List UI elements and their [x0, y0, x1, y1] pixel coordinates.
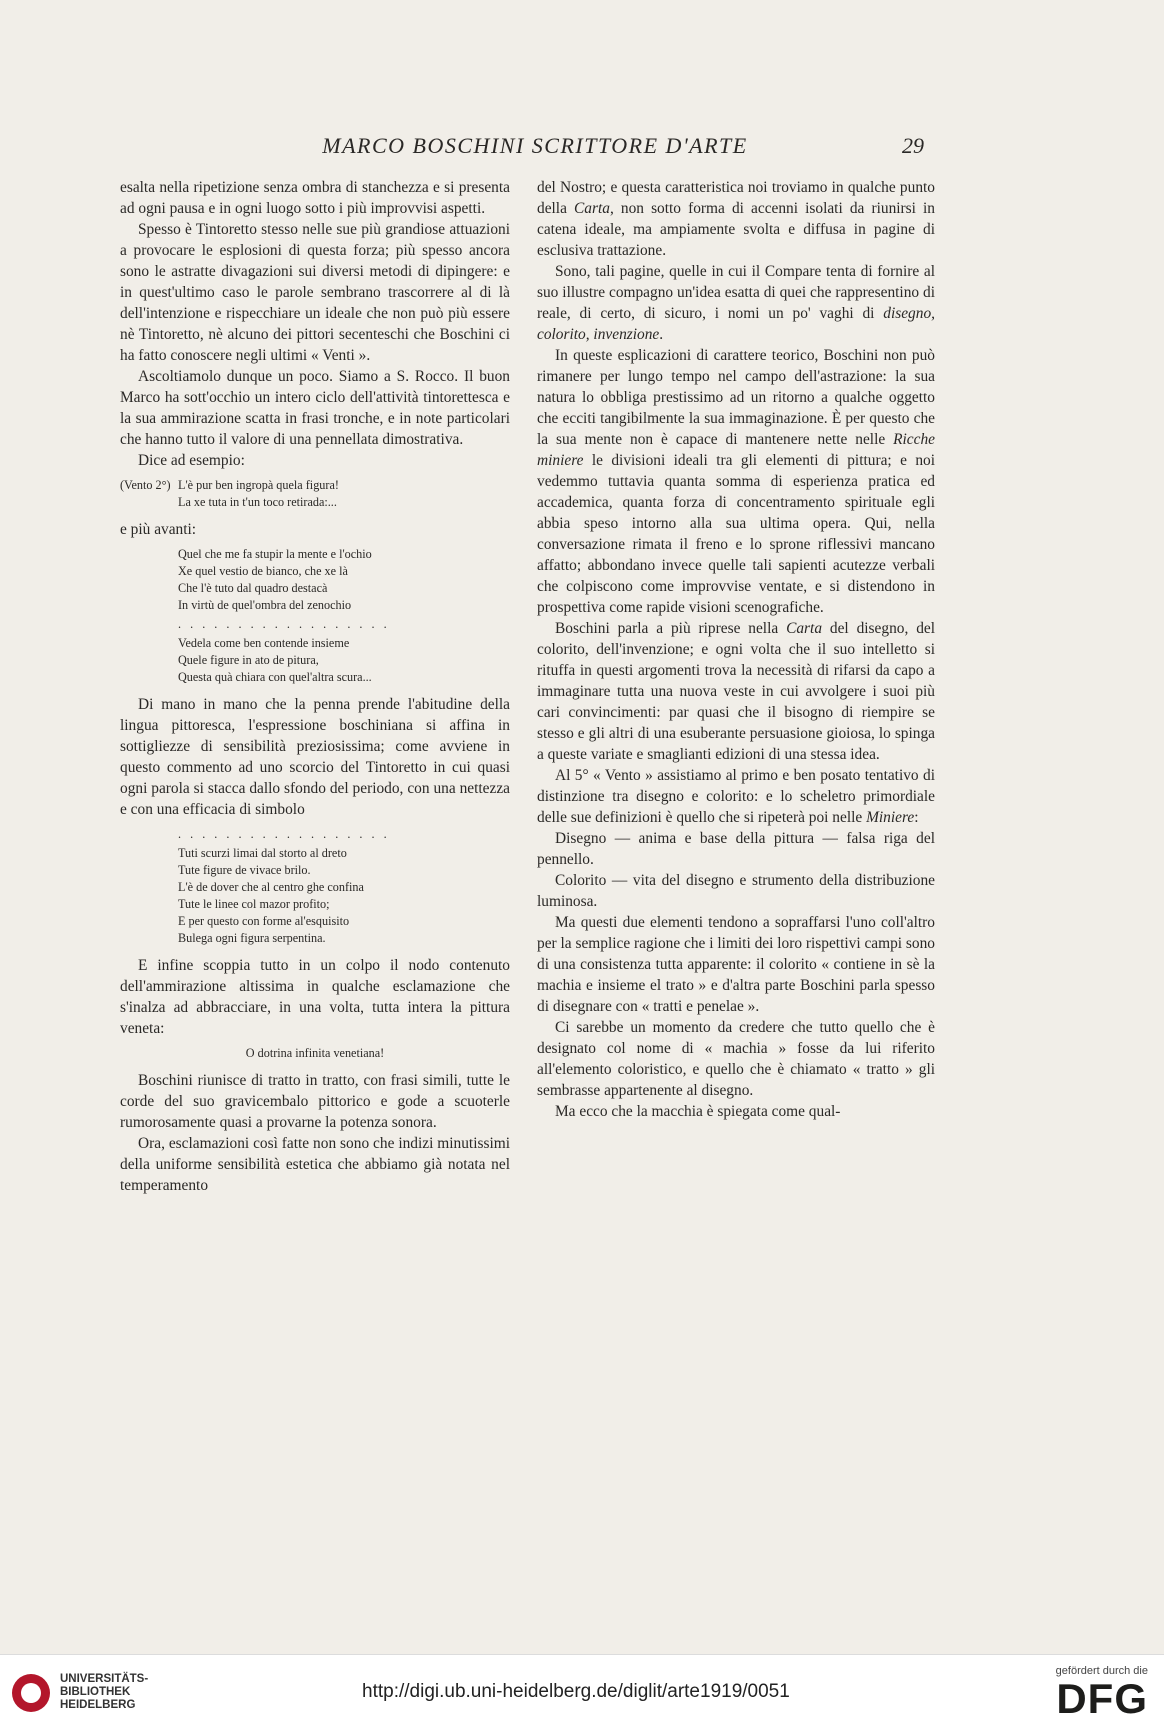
text-run: del Nostro; e questa caratteristica noi troviamo in qualche punto della [537, 179, 935, 217]
verse-quote [120, 826, 510, 947]
paragraph: Dice ad esempio: [138, 452, 245, 469]
paragraph [537, 618, 935, 765]
right-column [537, 177, 935, 1122]
left-column [120, 177, 510, 1196]
verse-line: Quele figure in ato de pitura, [178, 653, 319, 667]
verse-line: Xe quel vestio de bianco, che xe là [178, 564, 348, 578]
verse-line: Tuti scurzi limai dal storto al dreto [178, 846, 347, 860]
text-run: Sono, tali pagine, quelle in cui il Compare tenta di fornire al suo illustre compagno un'idea esatta di quei che rappresentino di reale, di certo, di sicuro, i nomi un po' vaghi di [537, 263, 935, 322]
paragraph: Colorito — vita del disegno e strumento della distribuzione luminosa. [537, 872, 935, 910]
text-run: , non sotto forma di accenni isolati da riunirsi in catena ideale, ma ampiamente svolta e diffusa in pagine di esclusiva trattazione. [537, 200, 935, 259]
text-run: In queste esplicazioni di carattere teorico, Boschini non può rimanere per lungo tempo nel campo dell'astrazione: la sua natura lo obbliga prestissimo ad un ritorno a qualche oggetto che ecciti tangibilmente la sua immaginazione. È per questo che la sua mente non è capace di mantenere nette nelle [537, 347, 935, 448]
verse-line: In virtù de quel'ombra del zenochio [178, 598, 352, 612]
library-name [60, 1673, 148, 1712]
library-name-line: BIBLIOTHEK [60, 1686, 131, 1698]
paragraph: Ascoltiamolo dunque un poco. Siamo a S. Rocco. Il buon Marco ha sott'occhio un intero ciclo dell'attività tintorettesca e la sua ammirazione scatta in frasi tronche, e in note particolari che hanno tutto il valore di una pennellata dimostrativa. [120, 368, 510, 448]
paragraph: Di mano in mano che la penna prende l'abitudine della lingua pittoresca, l'espressione boschiniana si affina in sottigliezze di sensibilità preziosissima; come avviene in questo commento ad uno scorcio del Tintoretto in cui quasi ogni parola si stacca dallo sfondo del periodo, con una nettezza e con una efficacia di simbolo [120, 696, 510, 818]
paragraph: e più avanti: [120, 521, 197, 538]
paragraph: Boschini riunisce di tratto in tratto, con frasi simili, tutte le corde del suo gravicembalo pittorico e gode a scuoterle rumorosamente quasi a provarne la potenza sonora. [120, 1072, 510, 1131]
library-logo[interactable] [12, 1673, 148, 1712]
italic-term: Miniere [866, 809, 915, 826]
paragraph [537, 765, 935, 828]
funder-label: gefördert durch die [1055, 1665, 1148, 1677]
verse-line: O dotrina infinita venetiana! [245, 1046, 385, 1060]
verse-line: Che l'è tuto dal quadro destacà [178, 581, 328, 595]
italic-term: disegno, colorito, invenzione [537, 305, 935, 343]
paragraph: Disegno — anima e base della pittura — falsa riga del pennello. [537, 830, 935, 868]
paragraph: Ci sarebbe un momento da credere che tutto quello che è designato col nome di « machia » fosse da lui riferito all'elemento coloristico, e quello che è chiamato « tratto » gli sembrasse appartenente al disegno. [537, 1019, 935, 1099]
footer-bar [0, 1654, 1164, 1735]
verse-quote [120, 546, 510, 686]
text-run: le divisioni ideali tra gli elementi di pittura; e noi vedemmo tuttavia quanta somma di esperienza pratica ed accademica, quanta forza di concentramento spirituale egli abbia speso intorno alla sua ultima opera. Qui, nella conversazione rimata il freno e lo sprone riflessivi mancano affatto; abbondano invece quelle tali sapienti acutezze verbali che colpiscono come improvvise ventate, e si distendono in prospettiva come rapide visioni scenografiche. [537, 452, 935, 616]
verse-quote [120, 1045, 510, 1062]
ellipsis-dots: . . . . . . . . . . . . . . . . . . [178, 827, 390, 841]
dfg-logo: DFG [1056, 1675, 1148, 1722]
paragraph [537, 345, 935, 618]
page-number: 29 [902, 133, 924, 158]
verse-line: Vedela come ben contende insieme [178, 636, 350, 650]
text-run: Boschini parla a più riprese nella [555, 620, 787, 637]
paragraph: Ma questi due elementi tendono a sopraffarsi l'uno coll'altro per la semplice ragione che i limiti dei loro rispettivi campi sono di una consistenza tutta apparente: il colorito « contiene in sè la machia e insieme el trato » e d'altra parte Boschini parla spesso di disegnare con « tratti e penelae ». [537, 914, 935, 1015]
verse-line: Tute le linee col mazor profito; [178, 897, 330, 911]
library-name-line: UNIVERSITÄTS- [60, 1673, 149, 1685]
verse-tag: (Vento 2°) [120, 478, 171, 492]
paragraph [537, 261, 935, 345]
text-run: . [659, 326, 664, 343]
library-name-line: HEIDELBERG [60, 1699, 136, 1711]
text-run: del disegno, del colorito, dell'invenzione; e ogni volta che il suo intelletto si rituffa in questi argomenti trova la necessità di rifarsi da capo a immaginare tutta una nuova veste in cui avvolgere i suoi più cari convincimenti: par quasi che il bisogno di riempire se stesso e gli altri di una esuberante persuasione gioiosa, lo spinga a queste variate e smaglianti edizioni di una stessa idea. [537, 620, 936, 763]
italic-term: Carta [786, 620, 823, 637]
verse-line: L'è de dover che al centro ghe confina [178, 880, 364, 894]
verse-quote [120, 477, 510, 511]
paragraph: esalta nella ripetizione senza ombra di stanchezza e si presenta ad ogni pausa e in ogni luogo sotto i più improvvisi aspetti. [120, 179, 510, 217]
paragraph: Ma ecco che la macchia è spiegata come qual- [555, 1103, 841, 1120]
paragraph: E infine scoppia tutto in un colpo il nodo contenuto dell'ammirazione altissima in qualche esclamazione che s'inalza ad abbracciare, in una volta, tutta intera la pittura veneta: [120, 957, 510, 1037]
italic-term: Carta [574, 200, 610, 217]
verse-line: La xe tuta in t'un toco retirada:... [178, 495, 337, 509]
verse-line: Questa quà chiara con quel'altra scura... [178, 670, 372, 684]
seal-icon [12, 1674, 50, 1712]
running-title: MARCO BOSCHINI SCRITTORE D'ARTE [322, 133, 748, 158]
verse-line: Tute figure de vivace brilo. [178, 863, 311, 877]
funder-block[interactable] [1056, 1665, 1148, 1721]
italic-term: Ricche miniere [537, 431, 935, 469]
verse-line: L'è pur ben ingropà quela figura! [178, 478, 339, 492]
verse-line: Quel che me fa stupir la mente e l'ochio [178, 547, 372, 561]
verse-line: Bulega ogni figura serpentina. [178, 931, 326, 945]
verse-line: E per questo con forme al'esquisito [178, 914, 350, 928]
text-run: : [914, 809, 919, 826]
permalink-url[interactable]: http://digi.ub.uni-heidelberg.de/diglit/arte1919/0051 [362, 1681, 790, 1702]
paragraph: Spesso è Tintoretto stesso nelle sue più grandiose attuazioni a provocare le esplosioni di questa forza; più spesso ancora sono le astratte divagazioni sui diversi metodi di dipingere: e in quest'ultimo caso le parole sembrano trascorrere al di là dell'intenzione e rispecchiare un ideale che non può più essere nè Tintoretto, nè alcuno dei pittori secenteschi che Boschini ci ha fatto conoscere negli ultimi « Venti ». [120, 221, 510, 364]
paragraph: Ora, esclamazioni così fatte non sono che indizi minutissimi della uniforme sensibilità estetica che abbiamo già notata nel temperamento [120, 1135, 510, 1194]
ellipsis-dots: . . . . . . . . . . . . . . . . . . [178, 617, 390, 631]
text-run: Al 5° « Vento » assistiamo al primo e ben posato tentativo di distinzione tra disegno e colorito: e lo scheletro primordiale delle sue definizioni è quello che si ripeterà poi nelle [537, 767, 935, 826]
paragraph [537, 177, 935, 261]
